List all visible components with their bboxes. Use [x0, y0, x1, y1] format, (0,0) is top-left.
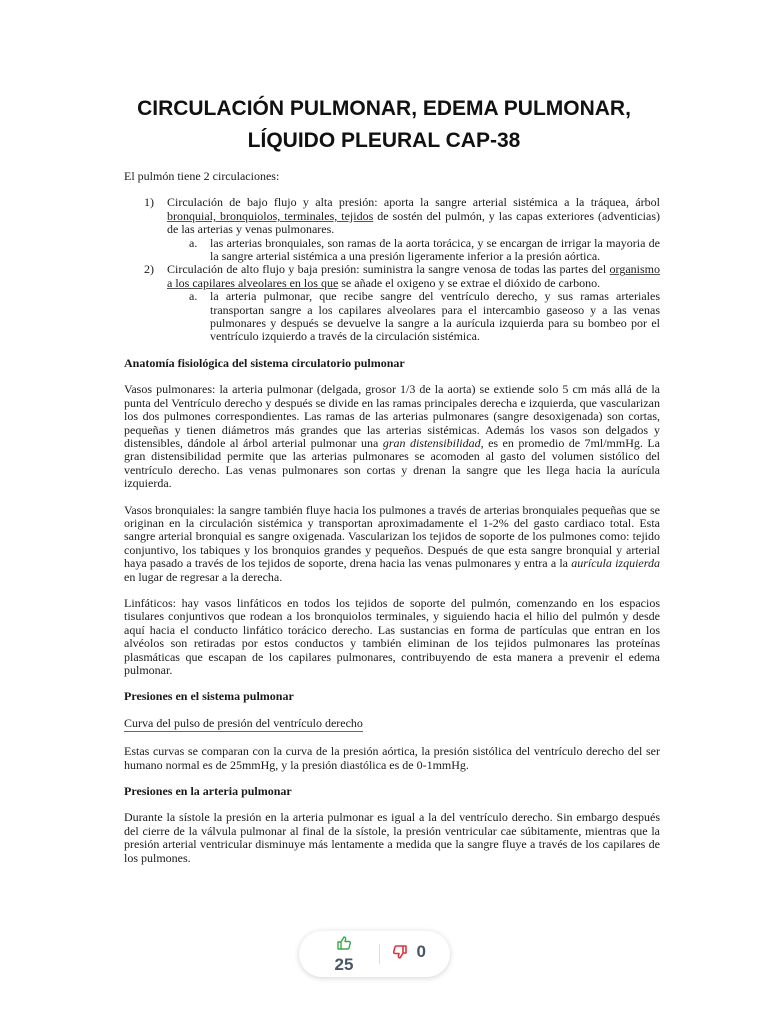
section-heading-arteria: Presiones en la arteria pulmonar — [124, 784, 292, 799]
paragraph-vasos-pulmonares: Vasos pulmonares: la arteria pulmonar (delgada, grosor 1/3 de la aorta) se extiende solo 5 cm más allá de la punta del Ventrículo derecho y después se divide en las ramas principales derecha e izquierda, que vascularizan los dos pulmones correspondientes. Las ramas de las arterias pulmonares (sangre desoxigenada) son cortas, pequeñas y tienen diámetros más grandes que las arterias sistémicas. Además los vasos son delgados y distensibles, dándole al árbol arterial pulmonar una gran distensibilidad, es en promedio de 7ml/mmHg. La gran distensibilidad permite que las arterias pulmonares se acomoden al gasto del volumen sistólico del ventrículo derecho. Las venas pulmonares son cortas y drenan la sangre que les llega hacia la aurícula izquierda. — [124, 382, 661, 491]
paragraph-linfaticos: Linfáticos: hay vasos linfáticos en todos los tejidos de soporte del pulmón, comenzando en los espacios tisulares conjuntivos que rodean a los bronquiolos terminales, y siguiendo hacia el hilio del pulmón y desde aquí hacia el conducto linfático torácico derecho. Las sustancias en forma de partículas que entran en los alvéolos son retiradas por estos conductos y también eliminan de los tejidos pulmonares las proteínas plasmáticas que escapan de los capilares pulmonares, contribuyendo de esta manera a prevenir el edema pulmonar. — [124, 595, 660, 677]
subsection-title-curva: Curva del pulso de presión del ventrículo derecho — [124, 717, 363, 732]
sub-list-letter: a. — [189, 235, 198, 250]
sub-list — [167, 290, 660, 344]
sub-list-letter: a. — [189, 289, 198, 304]
list-number: 1) — [144, 195, 154, 210]
sub-list-item: a. la arteria pulmonar, que recibe sangre del ventrículo derecho, y sus ramas arteriales transportan sangre a los capilares alveolares para el intercambio gaseoso y a las venas pulmonares y después se devuelve la sangre a la aurícula izquierda para su bombeo por el ventrículo izquierdo a través de la circulación sistémica. — [189, 289, 660, 344]
underlined-text: organismo a los capilares alveolares en los que — [167, 262, 660, 290]
intro-paragraph: El pulmón tiene 2 circulaciones: — [124, 169, 280, 183]
downvote-count: 0 — [416, 942, 426, 961]
list-item: 1) Circulación de bajo flujo y alta presión: aporta la sangre arterial sistémica a la tráquea, árbol bronquial, bronquiolos, terminales, tejidos de sostén del pulmón, y las capas exteriores (adventicias) de las arterias y venas pulmonares. a. las arterias bronquiales, son ramas de la aorta torácica, y se encargan de irrigar la mayoria de la sangre arterial sistémica a una presión ligeramente inferior a la presión aórtica. — [144, 195, 660, 264]
underlined-text: bronquial, bronquiolos, terminales, tejidos — [167, 208, 374, 223]
thumbs-down-icon — [392, 944, 408, 960]
sub-list-item: a. las arterias bronquiales, son ramas de la aorta torácica, y se encargan de irrigar la mayoria de la sangre arterial sistémica a una presión ligeramente inferior a la presión aórtica. — [189, 235, 660, 264]
paragraph-vasos-bronquiales: Vasos bronquiales: la sangre también fluye hacia los pulmones a través de arterias bronquiales pequeñas que se originan en la circulación sistémica y transportan aproximadamente el 1-2% del gasto cardiaco total. Esta sangre arterial bronquial es sangre oxigenada. Vascularizan los tejidos de soporte de los pulmones como: tejido conjuntivo, los tabiques y los bronquios grandes y pequeños. Después de que esta sangre bronquial y arterial haya pasado a través de los tejidos de soporte, drena hacia las venas pulmonares y entra a la aurícula izquierda en lugar de regresar a la derecha. — [124, 502, 660, 584]
paragraph-curva: Estas curvas se comparan con la curva de la presión aórtica, la presión sistólica del ventrículo derecho del ser humano normal es de 25mmHg, y la presión diastólica es de 0-1mmHg. — [124, 744, 660, 772]
document-body — [124, 170, 660, 865]
thumbs-up-icon — [336, 935, 352, 951]
circulation-list — [124, 196, 660, 343]
upvote-button[interactable] — [329, 933, 359, 975]
list-item: 2) Circulación de alto flujo y baja presión: suministra la sangre venosa de todas las partes del organismo a los capilares alveolares en los que se añade el oxigeno y se extrae el dióxido de carbono. a. la arteria pulmonar, que recibe sangre del ventrículo derecho, y sus ramas arteriales transportan sangre a los capilares alveolares para el intercambio gaseoso y a las venas pulmonares y después se devuelve la sangre a la aurícula izquierda para su bombeo por el ventrículo izquierdo a través de la circulación sistémica. — [144, 262, 660, 344]
upvote-count: 25 — [334, 955, 354, 974]
section-heading-anatomy: Anatomía fisiológica del sistema circulatorio pulmonar — [124, 355, 405, 370]
page-title: CIRCULACIÓN PULMONAR, EDEMA PULMONAR, LÍQUIDO PLEURAL CAP-38 — [137, 97, 631, 152]
vote-divider — [379, 944, 380, 964]
vote-bar — [299, 931, 450, 977]
sub-list — [167, 237, 660, 264]
downvote-button[interactable] — [392, 942, 426, 962]
list-number: 2) — [144, 262, 154, 277]
paragraph-arteria: Durante la sístole la presión en la arteria pulmonar es igual a la del ventrículo derecho. Sin embargo después del cierre de la válvula pulmonar al final de la sístole, la presión ventricular cae súbitamente, mientras que la presión arterial ventricular disminuye más lentamente a medida que la sangre fluye a través de los capilares de los pulmones. — [124, 810, 660, 865]
section-heading-presiones: Presiones en el sistema pulmonar — [124, 689, 294, 704]
